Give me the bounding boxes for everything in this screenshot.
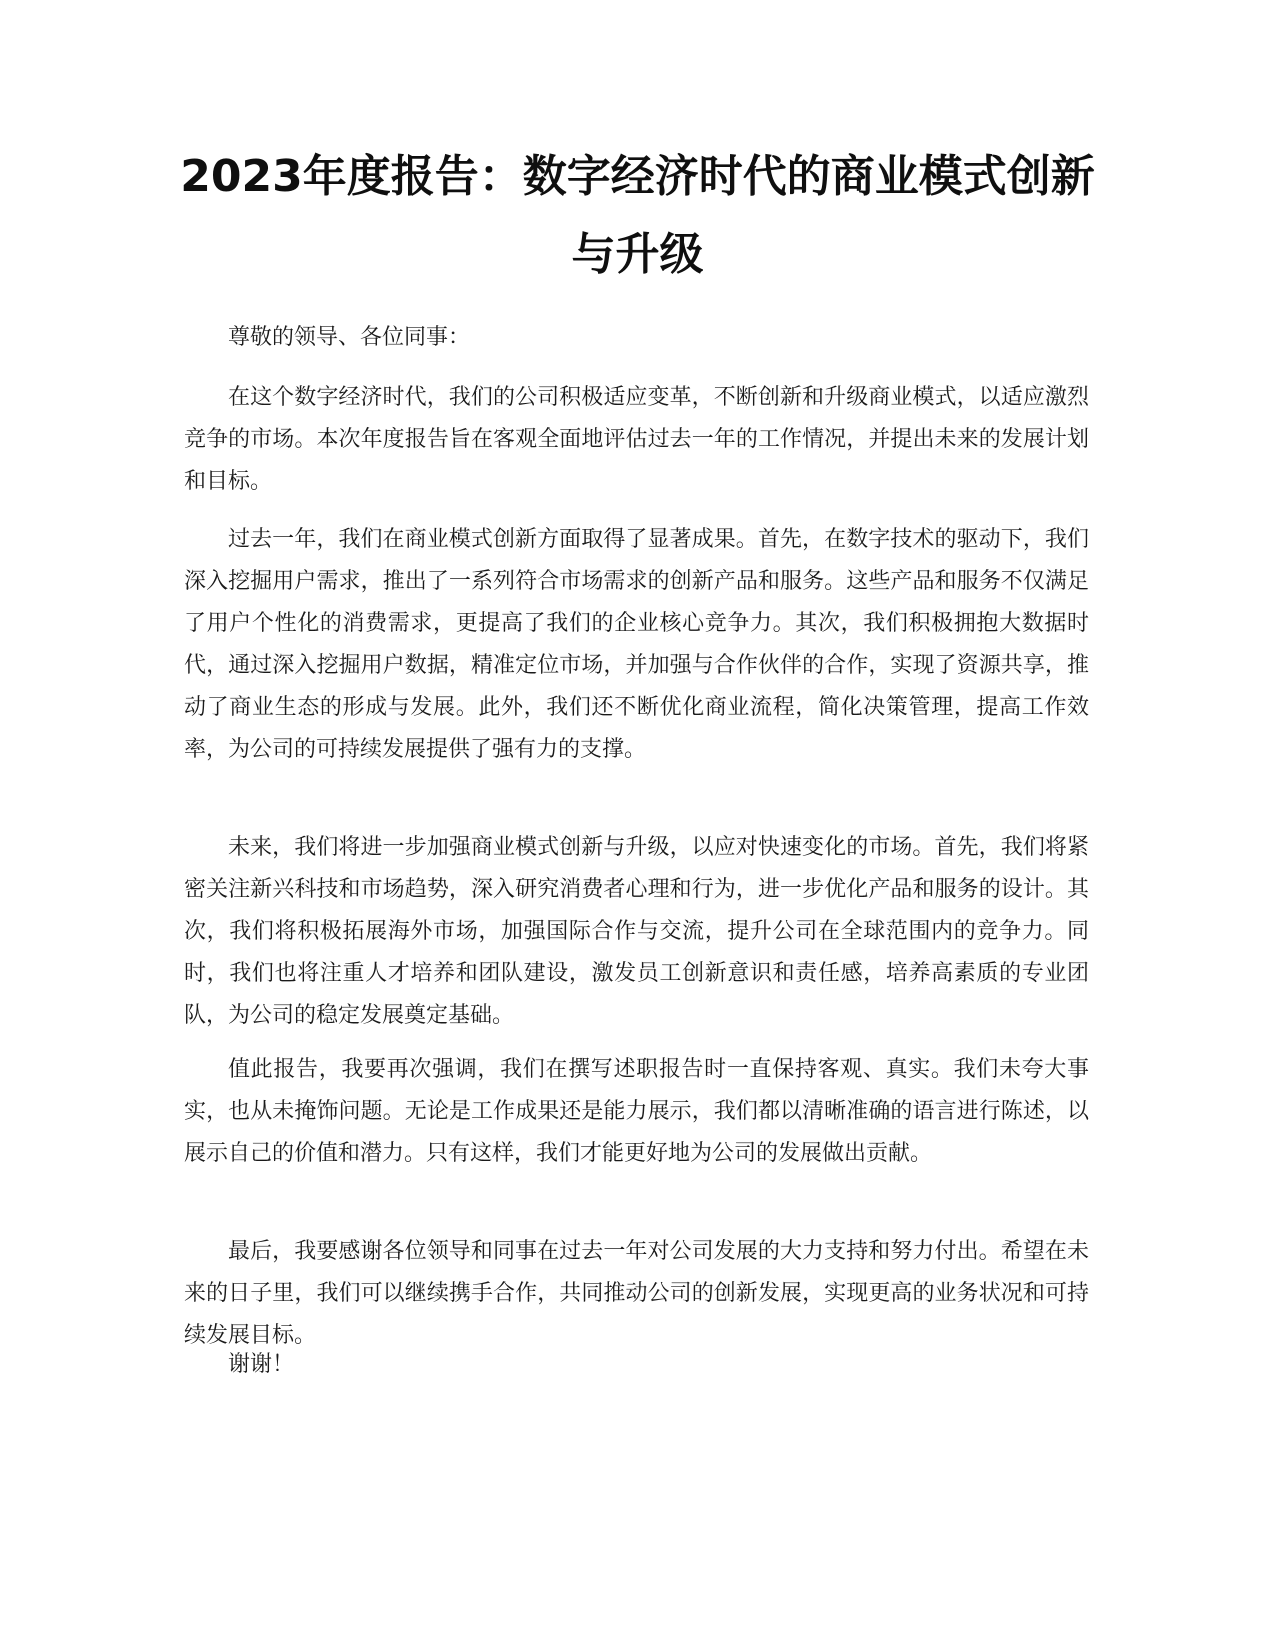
greeting-paragraph: 尊敬的领导、各位同事： [228,325,471,350]
future-plan-paragraph: 未来，我们将进一步加强商业模式创新与升级，以应对快速变化的市场。首先，我们将紧密关注新兴科技和市场趋势，深入研究消费者心理和行为，进一步优化产品和服务的设计。其次，我们将积极拓展海外市场，加强国际合作与交流，提升公司在全球范围内的竞争力。同时，我们也将注重人才培养和团队建设，激发员工创新意识和责任感，培养高素质的专业团队，为公司的稳定发展奠定基础。 [184,835,1089,1028]
intro-paragraph: 在这个数字经济时代，我们的公司积极适应变革，不断创新和升级商业模式，以适应激烈竞争的市场。本次年度报告旨在客观全面地评估过去一年的工作情况，并提出未来的发展计划和目标。 [184,385,1089,494]
closing-text: 谢谢！ [228,1352,295,1377]
thanks-paragraph: 最后，我要感谢各位领导和同事在过去一年对公司发展的大力支持和努力付出。希望在未来的日子里，我们可以继续携手合作，共同推动公司的创新发展，实现更高的业务状况和可持续发展目标。 [184,1239,1089,1348]
past-year-paragraph: 过去一年，我们在商业模式创新方面取得了显著成果。首先，在数字技术的驱动下，我们深入挖掘用户需求，推出了一系列符合市场需求的创新产品和服务。这些产品和服务不仅满足了用户个性化的消费需求，更提高了我们的企业核心竞争力。其次，我们积极拥抱大数据时代，通过深入挖掘用户数据，精准定位市场，并加强与合作伙伴的合作，实现了资源共享，推动了商业生态的形成与发展。此外，我们还不断优化商业流程，简化决策管理，提高工作效率，为公司的可持续发展提供了强有力的支撑。 [184,527,1089,762]
document-title: 2023年度报告：数字经济时代的商业模式创新与升级 [180,151,1095,280]
honesty-paragraph: 值此报告，我要再次强调，我们在撰写述职报告时一直保持客观、真实。我们未夸大事实，也从未掩饰问题。无论是工作成果还是能力展示，我们都以清晰准确的语言进行陈述，以展示自己的价值和潜力。只有这样，我们才能更好地为公司的发展做出贡献。 [184,1057,1089,1166]
